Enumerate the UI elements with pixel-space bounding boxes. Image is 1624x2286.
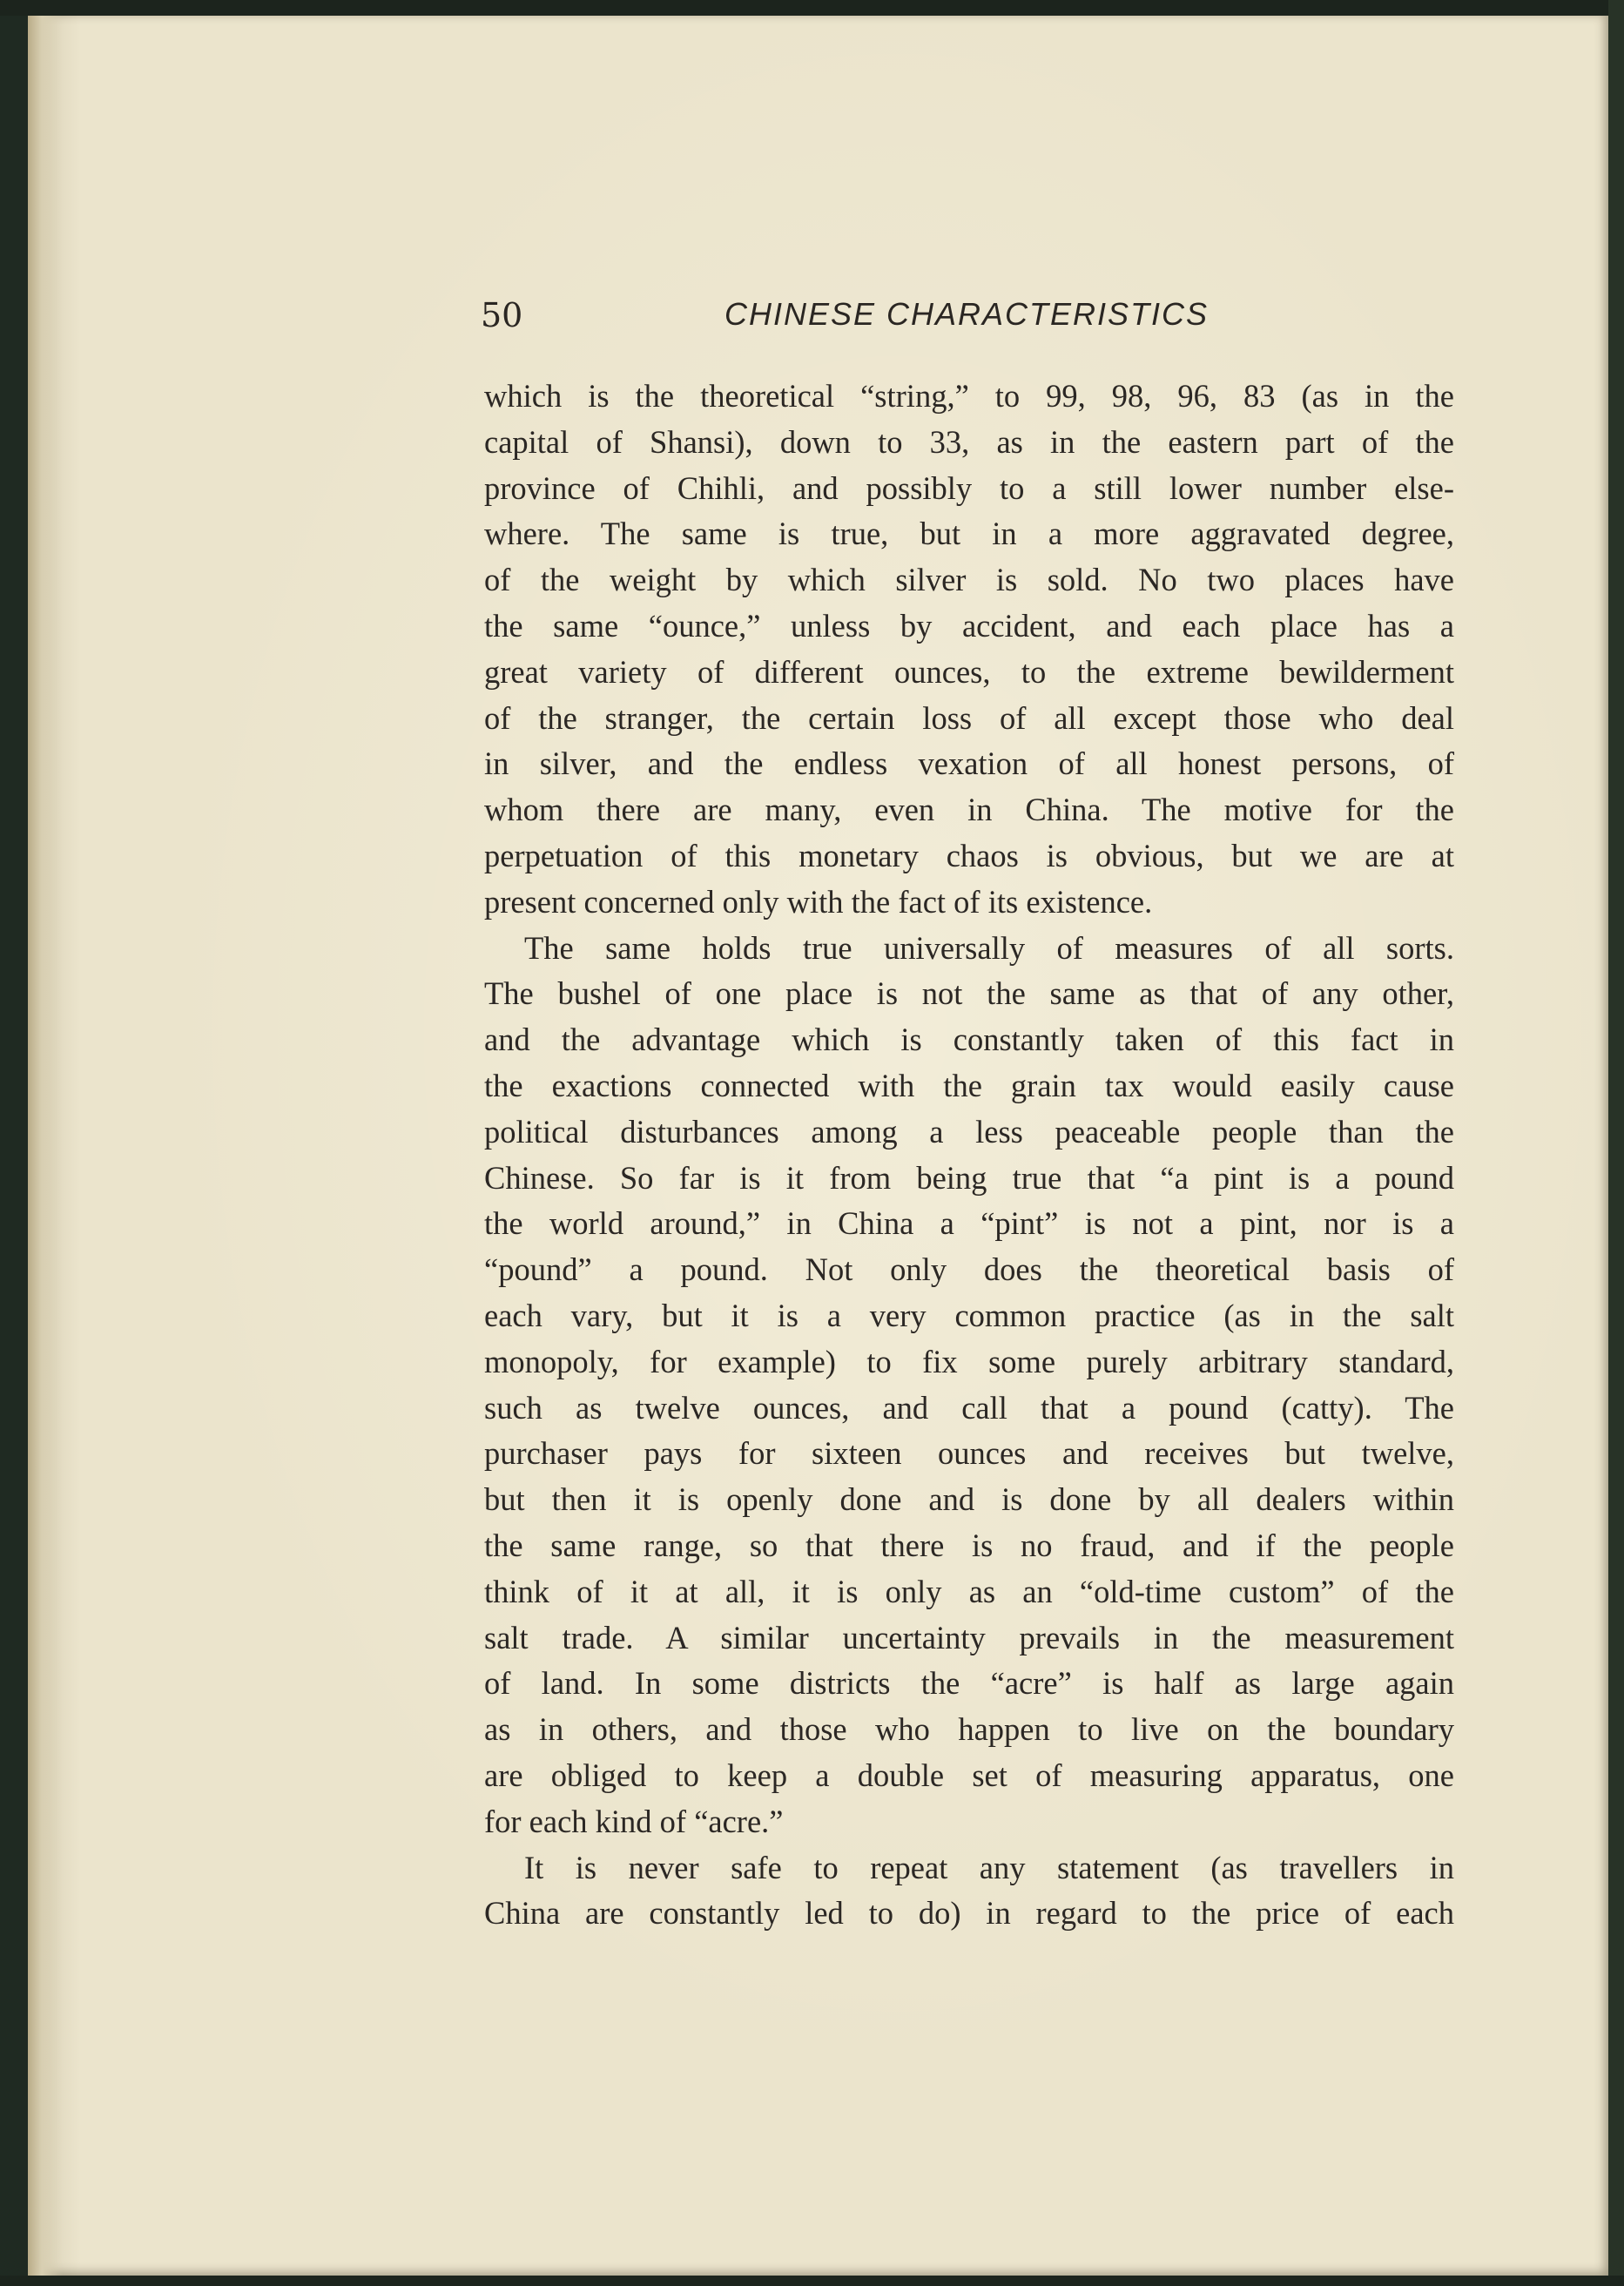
text-line: such as twelve ounces, and call that a pound (catty). The — [484, 1389, 1454, 1426]
text-line: province of Chihli, and possibly to a still lower number else- — [484, 469, 1454, 506]
paragraph-start-line: It is never safe to repeat any statement (as travellers in — [524, 1849, 1454, 1885]
text-line: monopoly, for example) to fix some purely arbitrary standard, — [484, 1343, 1454, 1379]
text-line: of the weight by which silver is sold. No two places have — [484, 562, 1454, 598]
text-line: where. The same is true, but in a more aggravated degree, — [484, 516, 1454, 552]
text-line: which is the theoretical “string,” to 99, 98, 96, 83 (as in the — [484, 378, 1454, 414]
text-line: “pound” a pound. Not only does the theoretical basis of — [484, 1251, 1454, 1288]
text-line: China are constantly led to do) in regard to the price of each — [484, 1895, 1454, 1932]
text-line: are obliged to keep a double set of measuring apparatus, one — [484, 1757, 1454, 1793]
text-line: great variety of different ounces, to the extreme bewilderment — [484, 653, 1454, 690]
text-line: think of it at all, it is only as an “old-time custom” of the — [484, 1573, 1454, 1609]
running-head — [481, 296, 1456, 340]
text-line: as in others, and those who happen to live on the boundary — [484, 1711, 1454, 1748]
text-line: purchaser pays for sixteen ounces and receives but twelve, — [484, 1435, 1454, 1472]
paragraph-end-line: for each kind of “acre.” — [484, 1803, 784, 1839]
paragraph-start-line: The same holds true universally of measures of all sorts. — [524, 929, 1454, 966]
text-line: each vary, but it is a very common practice (as in the salt — [484, 1297, 1454, 1333]
text-line: capital of Shansi), down to 33, as in the eastern part of the — [484, 423, 1454, 460]
text-line: The bushel of one place is not the same as that of any other, — [484, 975, 1454, 1012]
paragraph-end-line: present concerned only with the fact of its existence. — [484, 883, 1153, 920]
text-line: the same “ounce,” unless by accident, and each place has a — [484, 607, 1454, 644]
page-number: 50 — [481, 296, 523, 334]
text-line: of the stranger, the certain loss of all except those who deal — [484, 699, 1454, 736]
text-line: but then it is openly done and is done by all dealers within — [484, 1481, 1454, 1518]
book-cover-edge — [1608, 0, 1624, 2286]
text-line: whom there are many, even in China. The motive for the — [484, 792, 1454, 828]
text-line: salt trade. A similar uncertainty prevails in the measurement — [484, 1619, 1454, 1655]
body-text — [484, 374, 1454, 1937]
text-line: political disturbances among a less peaceable people than the — [484, 1113, 1454, 1150]
text-line: the exactions connected with the grain tax would easily cause — [484, 1067, 1454, 1103]
text-line: in silver, and the endless vexation of all honest persons, of — [484, 745, 1454, 782]
text-line: of land. In some districts the “acre” is half as large again — [484, 1665, 1454, 1702]
text-line: Chinese. So far is it from being true that “a pint is a pound — [484, 1159, 1454, 1196]
text-line: and the advantage which is constantly taken of this fact in — [484, 1022, 1454, 1058]
text-line: perpetuation of this monetary chaos is obvious, but we are at — [484, 837, 1454, 873]
text-line: the world around,” in China a “pint” is not a pint, nor is a — [484, 1205, 1454, 1242]
page-gutter — [28, 16, 63, 2276]
running-title: CHINESE CHARACTERISTICS — [724, 296, 1210, 332]
scan-bottom-border — [0, 2276, 1624, 2286]
scan-top-border — [0, 0, 1624, 16]
text-line: the same range, so that there is no fraud, and if the people — [484, 1527, 1454, 1563]
